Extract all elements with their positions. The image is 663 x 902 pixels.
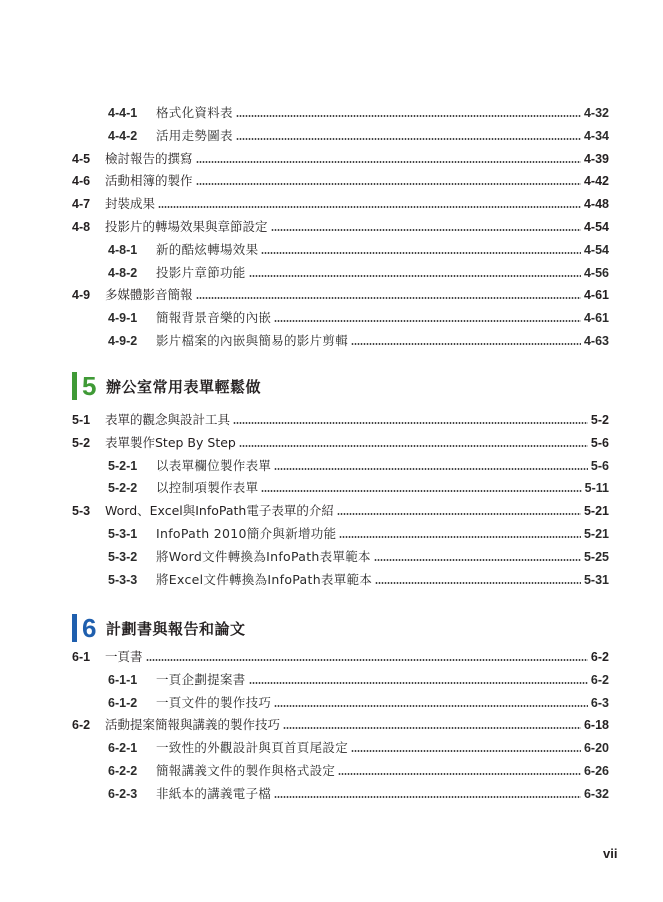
toc-entry-page: 4-42 <box>583 174 609 189</box>
toc-entry-number: 4-9 <box>72 288 91 303</box>
toc-entry-page: 5-31 <box>583 572 609 587</box>
chapter-number: 5 <box>82 371 97 401</box>
toc-entry-title: 以控制項製作表單 <box>156 480 259 496</box>
toc-entry <box>72 433 609 453</box>
toc-entry-number: 5-3-2 <box>108 549 138 564</box>
chapter-number: 6 <box>82 613 97 643</box>
toc-entry-page: 4-32 <box>583 106 609 120</box>
toc-entry-page: 6-26 <box>583 764 609 778</box>
toc-leader-dots <box>196 161 581 163</box>
toc-entry-number: 4-5 <box>72 151 91 166</box>
toc-leader-dots <box>351 750 581 752</box>
toc-leader-dots <box>337 513 581 515</box>
toc-entry <box>108 570 609 590</box>
toc-entry-page: 5-6 <box>590 435 609 450</box>
toc-entry-title: 新的酷炫轉場效果 <box>156 241 259 257</box>
toc-entry <box>108 331 609 351</box>
toc-leader-dots <box>158 206 581 208</box>
toc-leader-dots <box>274 705 588 707</box>
toc-leader-dots <box>274 320 581 322</box>
page-number: vii <box>603 846 618 861</box>
toc-entry <box>108 308 609 328</box>
toc-entry <box>72 194 609 214</box>
toc-entry <box>108 103 609 123</box>
toc-leader-dots <box>236 138 581 140</box>
toc-leader-dots <box>196 183 581 185</box>
toc-entry-title: 一頁書 <box>105 649 143 664</box>
toc-entry <box>108 524 609 544</box>
toc-entry <box>72 410 609 430</box>
toc-entry <box>108 456 609 476</box>
toc-entry <box>72 217 609 237</box>
toc-leader-dots <box>239 445 588 447</box>
toc-entry-number: 4-8-1 <box>108 242 138 257</box>
toc-entry-page: 5-21 <box>583 504 609 519</box>
toc-leader-dots <box>261 252 581 254</box>
toc-entry-title: Word、Excel與InfoPath電子表單的介紹 <box>105 503 334 519</box>
toc-leader-dots <box>233 422 588 424</box>
toc-leader-dots <box>249 275 581 277</box>
toc-entry-title: 多媒體影音簡報 <box>105 287 193 303</box>
toc-entry-number: 4-4-1 <box>108 106 138 120</box>
toc-entry-page: 4-63 <box>583 334 609 348</box>
toc-entry-title: 活用走勢圖表 <box>156 127 233 143</box>
toc-entry-page: 4-54 <box>583 242 609 257</box>
toc-entry-number: 4-9-2 <box>108 334 138 348</box>
toc-entry-title: 非紙本的講義電子檔 <box>156 785 272 801</box>
toc-entry-title: 活動相簿的製作 <box>105 173 193 189</box>
toc-entry-page: 4-54 <box>583 220 609 234</box>
toc-entry-number: 5-3-1 <box>108 527 138 541</box>
toc-entry-title: 將Excel文件轉換為InfoPath表單範本 <box>156 571 373 587</box>
toc-entry-page: 5-21 <box>583 527 609 541</box>
toc-leader-dots <box>146 659 588 661</box>
toc-entry <box>108 547 609 567</box>
toc-entry-page: 4-56 <box>583 265 609 280</box>
toc-entry <box>72 149 609 169</box>
toc-entry-title: 將Word文件轉換為InfoPath表單範本 <box>156 548 371 564</box>
chapter-title: 辦公室常用表單輕鬆做 <box>106 377 262 396</box>
toc-entry <box>72 715 609 735</box>
toc-leader-dots <box>351 343 581 345</box>
toc-entry-title: 活動提案簡報與講義的製作技巧 <box>105 717 281 733</box>
toc-entry-page: 6-18 <box>583 718 609 733</box>
chapter-accent-bar <box>72 614 77 642</box>
toc-leader-dots <box>338 773 581 775</box>
toc-leader-dots <box>196 297 581 299</box>
toc-leader-dots <box>261 490 581 492</box>
toc-entry-title: 表單的觀念與設計工具 <box>105 412 231 427</box>
toc-leader-dots <box>283 727 581 729</box>
toc-entry-title: 封裝成果 <box>105 196 156 212</box>
toc-leader-dots <box>274 796 581 798</box>
toc-entry-page: 6-2 <box>590 672 609 687</box>
toc-entry <box>108 263 609 283</box>
toc-entry <box>108 240 609 260</box>
toc-entry <box>108 738 609 758</box>
toc-entry-number: 6-2-1 <box>108 741 138 756</box>
toc-entry <box>72 501 609 521</box>
toc-entry-title: InfoPath 2010簡介與新增功能 <box>156 526 337 541</box>
toc-entry-page: 5-2 <box>590 413 609 427</box>
toc-leader-dots <box>374 559 581 561</box>
toc-entry-page: 5-6 <box>590 458 609 473</box>
toc-leader-dots <box>249 682 588 684</box>
toc-entry-title: 一致性的外觀設計與頁首頁尾設定 <box>156 740 349 756</box>
toc-entry <box>72 285 609 305</box>
toc-entry <box>72 647 609 667</box>
toc-entry-number: 4-8-2 <box>108 265 138 280</box>
toc-entry-number: 4-4-2 <box>108 128 138 143</box>
toc-entry-page: 5-11 <box>584 481 609 496</box>
toc-entry <box>72 171 609 191</box>
toc-entry-page: 4-48 <box>583 197 609 212</box>
toc-entry-number: 5-1 <box>72 413 91 427</box>
toc-entry <box>108 126 609 146</box>
toc-entry-number: 6-2 <box>72 718 91 733</box>
toc-entry-title: 簡報背景音樂的內嵌 <box>156 310 272 326</box>
toc-entry-number: 4-9-1 <box>108 311 138 326</box>
toc-entry-number: 6-1-1 <box>108 672 138 687</box>
toc-entry-title: 一頁企劃提案書 <box>156 671 246 687</box>
chapter-heading-6 <box>72 614 246 642</box>
toc-leader-dots <box>274 468 588 470</box>
toc-entry-number: 6-2-3 <box>108 786 138 801</box>
toc-entry <box>108 478 609 498</box>
chapter-title: 計劃書與報告和論文 <box>106 619 246 638</box>
toc-entry-page: 6-3 <box>590 695 609 710</box>
chapter-accent-bar <box>72 372 77 400</box>
toc-entry <box>108 761 609 781</box>
toc-entry-title: 以表單欄位製作表單 <box>156 457 272 473</box>
toc-entry-page: 6-20 <box>583 741 609 756</box>
toc-leader-dots <box>236 115 581 117</box>
toc-entry <box>108 693 609 713</box>
toc-entry-page: 5-25 <box>583 549 609 564</box>
toc-entry-page: 4-39 <box>583 151 609 166</box>
toc-entry-number: 6-1 <box>72 650 91 664</box>
toc-entry <box>108 784 609 804</box>
toc-entry-page: 4-61 <box>583 288 609 303</box>
toc-entry-number: 6-1-2 <box>108 695 138 710</box>
toc-entry-title: 投影片的轉場效果與章節設定 <box>105 219 268 234</box>
toc-entry-number: 4-6 <box>72 174 91 189</box>
toc-entry-number: 5-2-2 <box>108 481 138 496</box>
toc-leader-dots <box>339 536 581 538</box>
toc-entry-number: 5-2 <box>72 435 91 450</box>
toc-entry-number: 4-7 <box>72 197 91 212</box>
chapter-heading-5 <box>72 372 261 400</box>
toc-entry-number: 6-2-2 <box>108 764 138 778</box>
toc-entry-number: 5-3-3 <box>108 572 138 587</box>
toc-entry-page: 6-32 <box>583 786 609 801</box>
toc-entry-title: 表單製作Step By Step <box>105 434 236 450</box>
toc-entry-page: 4-34 <box>583 128 609 143</box>
toc-entry-title: 格式化資料表 <box>156 105 233 120</box>
toc-entry-number: 5-2-1 <box>108 458 138 473</box>
toc-entry-title: 檢討報告的撰寫 <box>105 150 193 166</box>
toc-leader-dots <box>271 229 581 231</box>
toc-entry-title: 一頁文件的製作技巧 <box>156 694 272 710</box>
toc-entry <box>108 670 609 690</box>
toc-entry-page: 4-61 <box>583 311 609 326</box>
toc-entry-title: 投影片章節功能 <box>156 264 246 280</box>
toc-entry-number: 4-8 <box>72 220 91 234</box>
toc-entry-title: 簡報講義文件的製作與格式設定 <box>156 763 336 778</box>
toc-entry-number: 5-3 <box>72 504 91 519</box>
toc-entry-title: 影片檔案的內嵌與簡易的影片剪輯 <box>156 333 349 348</box>
toc-leader-dots <box>375 582 581 584</box>
toc-entry-page: 6-2 <box>590 650 609 664</box>
